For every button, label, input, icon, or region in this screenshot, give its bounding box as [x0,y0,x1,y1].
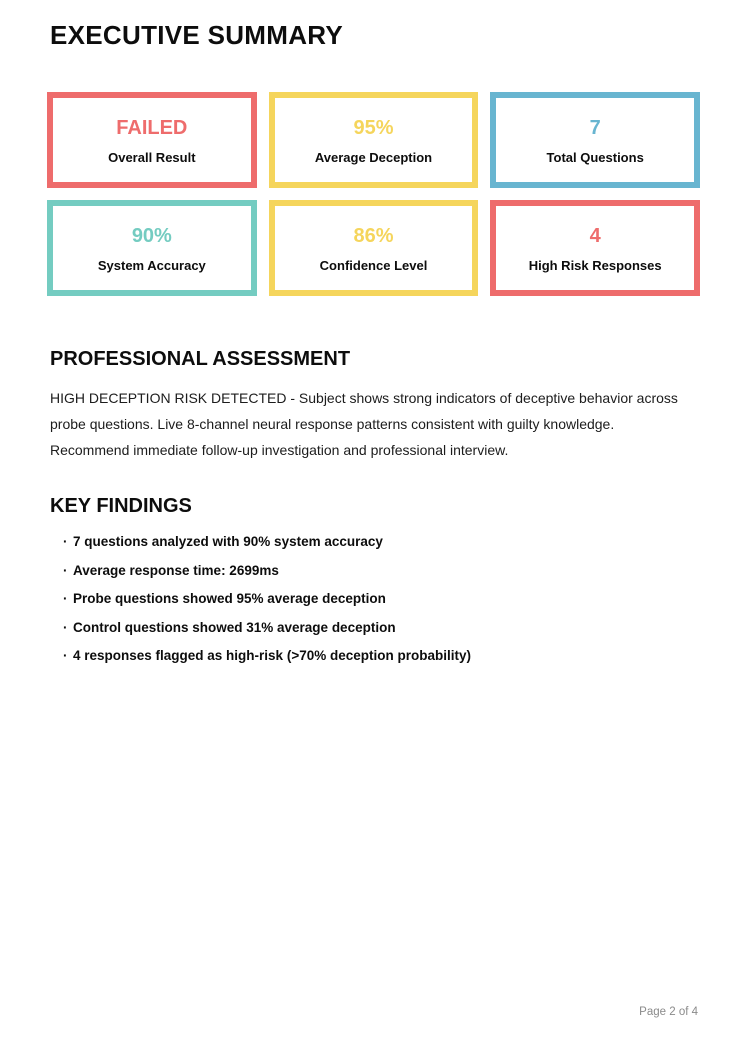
stat-card [47,200,257,296]
finding-item: · Probe questions showed 95% average deception [63,591,693,608]
findings-list [50,534,693,665]
stat-card [269,200,479,296]
stat-card-value: 4 [589,224,601,247]
page-number: Page 2 of 4 [639,1006,698,1018]
stat-card [490,92,700,188]
stat-card-value: 95% [353,116,394,139]
stat-card-label: Average Deception [314,149,433,165]
stat-card-value: 90% [131,224,172,247]
stat-card-value: FAILED [116,116,188,139]
stat-card-label: System Accuracy [97,257,206,273]
finding-item: · Average response time: 2699ms [63,563,693,580]
stat-card-value: 86% [353,224,394,247]
stat-card-label: High Risk Responses [528,257,662,273]
page-title: EXECUTIVE SUMMARY [50,20,344,50]
findings-heading: KEY FINDINGS [50,495,192,517]
stat-cards-grid [47,92,700,296]
assessment-body: HIGH DECEPTION RISK DETECTED - Subject shows strong indicators of deceptive behavior across probe questions. Live 8-channel neural response patterns consistent with guilty knowledge. Recommend immediate follow-up investigation and professional interview. [50,390,678,458]
stat-card-label: Confidence Level [319,257,428,273]
assessment-heading: PROFESSIONAL ASSESSMENT [50,348,351,370]
finding-item: · Control questions showed 31% average deception [63,620,693,637]
stat-card-label: Overall Result [108,149,196,165]
finding-item: · 4 responses flagged as high-risk (>70% deception probability) [63,648,693,665]
stat-card [47,92,257,188]
stat-card [269,92,479,188]
stat-card-value: 7 [589,116,601,139]
finding-item: · 7 questions analyzed with 90% system accuracy [63,534,693,551]
stat-card-label: Total Questions [546,149,644,165]
stat-card [490,200,700,296]
